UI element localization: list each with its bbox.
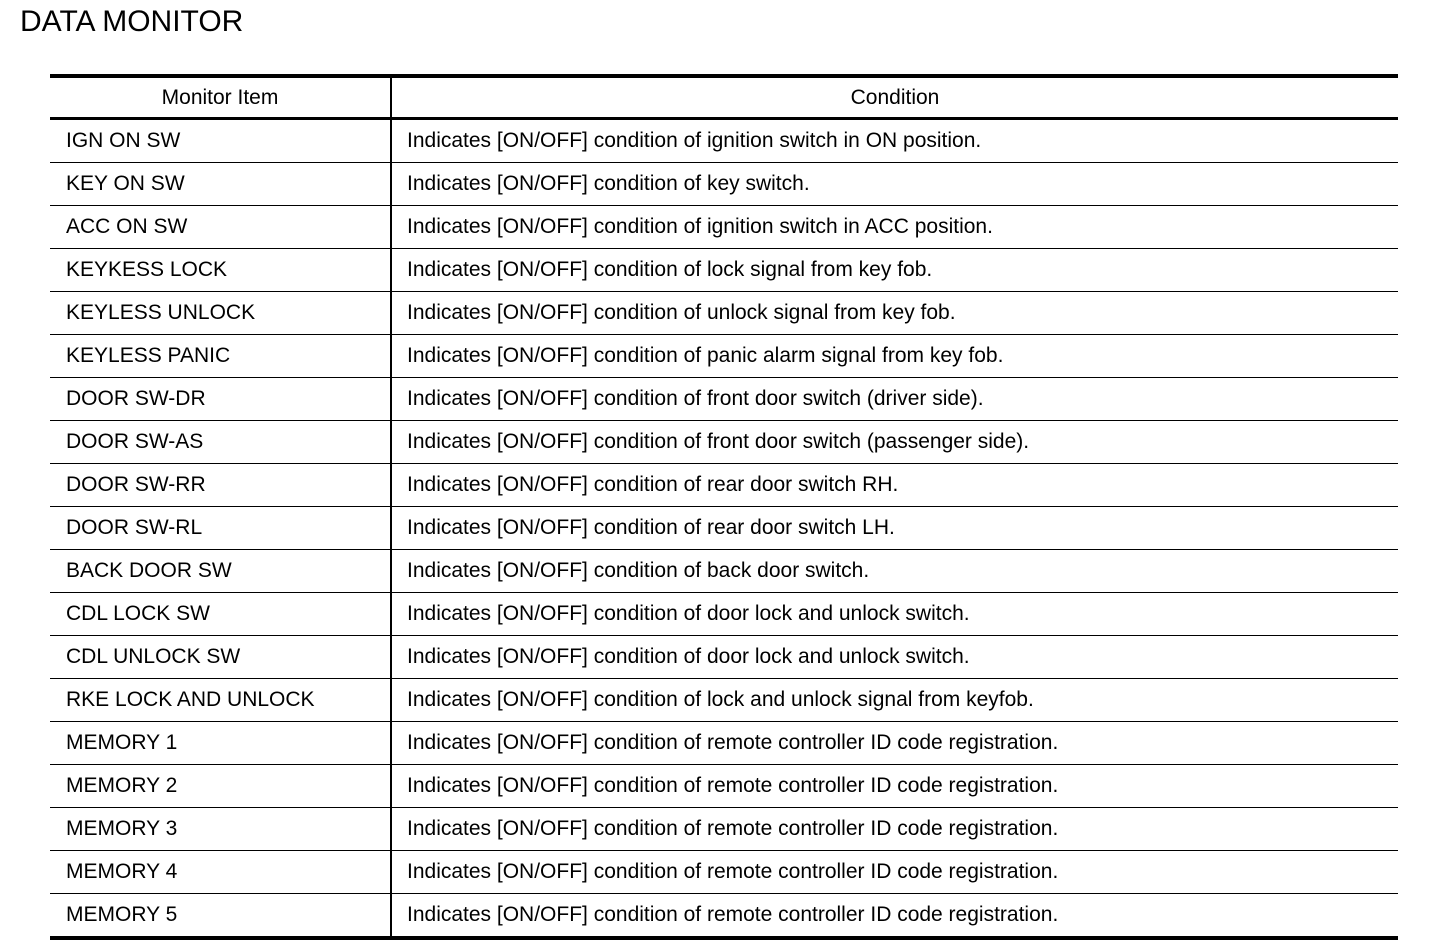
table-row — [50, 722, 1398, 765]
condition-cell: Indicates [ON/OFF] condition of door lock and unlock switch. — [407, 602, 970, 625]
condition-cell: Indicates [ON/OFF] condition of rear door switch RH. — [407, 473, 899, 496]
table-row — [50, 378, 1398, 421]
table-row — [50, 119, 1398, 163]
monitor-item-cell: MEMORY 5 — [50, 894, 391, 939]
table-row — [50, 249, 1398, 292]
monitor-item-cell: MEMORY 3 — [50, 808, 391, 851]
condition-cell: Indicates [ON/OFF] condition of remote controller ID code registration. — [407, 774, 1059, 797]
monitor-item-cell: CDL UNLOCK SW — [50, 636, 391, 679]
table-row — [50, 550, 1398, 593]
monitor-item-cell: ACC ON SW — [50, 206, 391, 249]
table-row — [50, 335, 1398, 378]
table-row — [50, 206, 1398, 249]
monitor-item-cell: IGN ON SW — [50, 119, 391, 163]
condition-cell: Indicates [ON/OFF] condition of front door switch (driver side). — [407, 387, 984, 410]
table-row — [50, 292, 1398, 335]
monitor-item-cell: KEYLESS PANIC — [50, 335, 391, 378]
monitor-item-cell: KEYKESS LOCK — [50, 249, 391, 292]
condition-cell: Indicates [ON/OFF] condition of front door switch (passenger side). — [407, 430, 1030, 453]
table-row — [50, 163, 1398, 206]
monitor-item-cell: DOOR SW-RR — [50, 464, 391, 507]
table-row — [50, 421, 1398, 464]
data-monitor-table — [50, 74, 1398, 940]
monitor-item-cell: KEYLESS UNLOCK — [50, 292, 391, 335]
condition-cell: Indicates [ON/OFF] condition of unlock signal from key fob. — [407, 301, 956, 324]
condition-cell: Indicates [ON/OFF] condition of remote controller ID code registration. — [407, 860, 1059, 883]
monitor-item-cell: MEMORY 4 — [50, 851, 391, 894]
condition-cell: Indicates [ON/OFF] condition of rear door switch LH. — [407, 516, 895, 539]
condition-cell: Indicates [ON/OFF] condition of door lock and unlock switch. — [407, 645, 970, 668]
table-row — [50, 808, 1398, 851]
table-row — [50, 507, 1398, 550]
monitor-item-cell: DOOR SW-AS — [50, 421, 391, 464]
condition-cell: Indicates [ON/OFF] condition of remote controller ID code registration. — [407, 731, 1059, 754]
header-row — [50, 76, 1398, 119]
monitor-item-cell: MEMORY 2 — [50, 765, 391, 808]
table-row — [50, 593, 1398, 636]
monitor-item-cell: MEMORY 1 — [50, 722, 391, 765]
table-row — [50, 636, 1398, 679]
header-monitor-item: Monitor Item — [50, 76, 391, 119]
condition-cell: Indicates [ON/OFF] condition of ignition switch in ACC position. — [407, 215, 993, 238]
monitor-item-cell: BACK DOOR SW — [50, 550, 391, 593]
table-row — [50, 464, 1398, 507]
table-body — [50, 119, 1398, 939]
condition-cell: Indicates [ON/OFF] condition of ignition switch in ON position. — [407, 129, 982, 152]
condition-cell: Indicates [ON/OFF] condition of key switch. — [407, 172, 810, 195]
monitor-item-cell: RKE LOCK AND UNLOCK — [50, 679, 391, 722]
condition-cell: Indicates [ON/OFF] condition of panic alarm signal from key fob. — [407, 344, 1004, 367]
condition-cell: Indicates [ON/OFF] condition of remote controller ID code registration. — [407, 903, 1059, 926]
condition-cell: Indicates [ON/OFF] condition of back door switch. — [407, 559, 870, 582]
data-monitor-table-container — [50, 74, 1398, 940]
condition-cell: Indicates [ON/OFF] condition of lock signal from key fob. — [407, 258, 933, 281]
table-row — [50, 894, 1398, 939]
header-condition: Condition — [850, 85, 940, 109]
monitor-item-cell: KEY ON SW — [50, 163, 391, 206]
page-title: DATA MONITOR — [20, 5, 244, 38]
monitor-item-cell: CDL LOCK SW — [50, 593, 391, 636]
condition-cell: Indicates [ON/OFF] condition of remote controller ID code registration. — [407, 817, 1059, 840]
table-row — [50, 679, 1398, 722]
monitor-item-cell: DOOR SW-RL — [50, 507, 391, 550]
table-row — [50, 765, 1398, 808]
table-header — [50, 76, 1398, 119]
monitor-item-cell: DOOR SW-DR — [50, 378, 391, 421]
table-row — [50, 851, 1398, 894]
condition-cell: Indicates [ON/OFF] condition of lock and unlock signal from keyfob. — [407, 688, 1034, 711]
